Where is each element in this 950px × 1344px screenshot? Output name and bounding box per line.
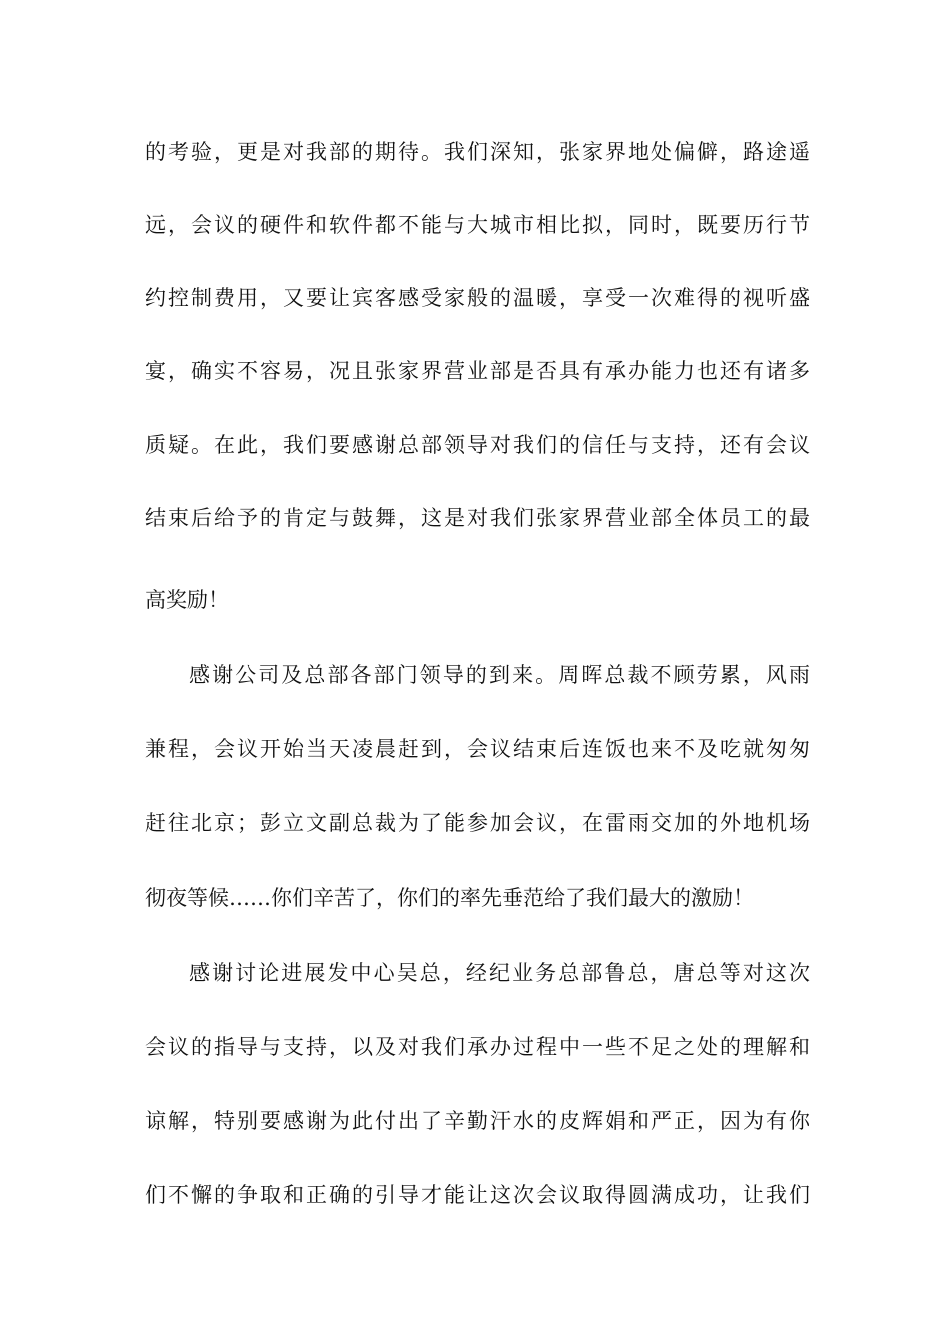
text-line: 兼程，会议开始当天凌晨赶到，会议结束后连饭也来不及吃就匆匆 bbox=[145, 737, 810, 761]
text-line: 的考验，更是对我部的期待。我们深知，张家界地处偏僻，路途遥 bbox=[145, 140, 810, 164]
text-line: 远，会议的硬件和软件都不能与大城市相比拟，同时，既要历行节 bbox=[145, 213, 810, 237]
text-line: 质疑。在此，我们要感谢总部领导对我们的信任与支持，还有会议 bbox=[145, 433, 810, 457]
document-page bbox=[145, 0, 810, 1344]
text-line: 们不懈的争取和正确的引导才能让这次会议取得圆满成功，让我们 bbox=[145, 1183, 810, 1207]
text-line: 宴，确实不容易，况且张家界营业部是否具有承办能力也还有诸多 bbox=[145, 359, 810, 383]
text-line: 感谢讨论进展发中心吴总，经纪业务总部鲁总，唐总等对这次 bbox=[189, 961, 810, 985]
text-line: 结束后给予的肯定与鼓舞，这是对我们张家界营业部全体员工的最 bbox=[145, 506, 810, 530]
text-line: 感谢公司及总部各部门领导的到来。周晖总裁不顾劳累，风雨 bbox=[189, 663, 810, 687]
text-line: 会议的指导与支持，以及对我们承办过程中一些不足之处的理解和 bbox=[145, 1035, 810, 1059]
text-line: 赶往北京；彭立文副总裁为了能参加会议，在雷雨交加的外地机场 bbox=[145, 811, 810, 835]
text-line: 高奖励！ bbox=[145, 588, 229, 612]
text-line: 谅解，特别要感谢为此付出了辛勤汗水的皮辉娟和严正，因为有你 bbox=[145, 1109, 810, 1133]
text-line: 约控制费用，又要让宾客感受家般的温暖，享受一次难得的视听盛 bbox=[145, 286, 810, 310]
text-line: 彻夜等候……你们辛苦了，你们的率先垂范给了我们最大的激励！ bbox=[145, 886, 754, 910]
